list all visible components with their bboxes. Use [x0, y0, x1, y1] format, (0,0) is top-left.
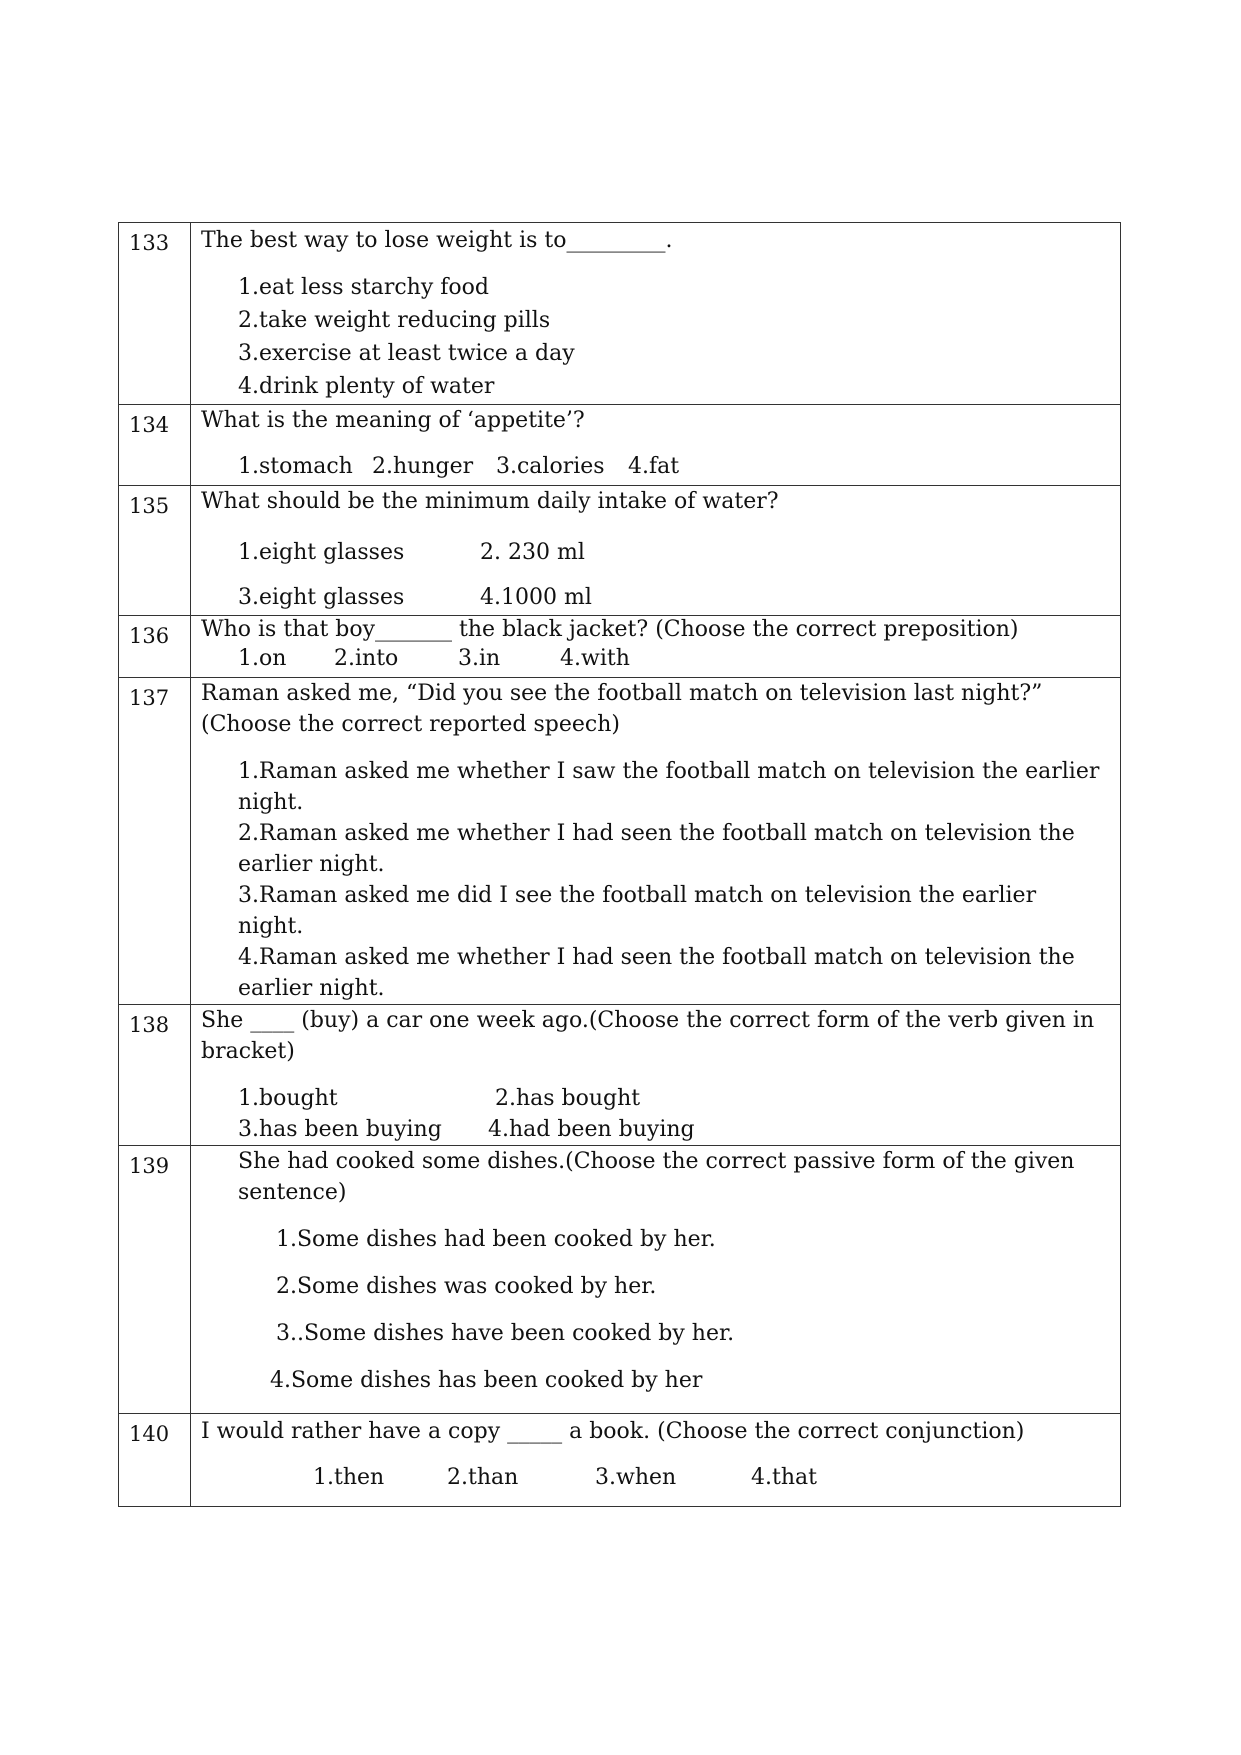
question-cell — [191, 1146, 1121, 1414]
option: 1.on — [238, 646, 287, 671]
option: 1.Raman asked me whether I saw the football match on television the earlier night. — [238, 759, 1107, 815]
option: 3.when — [595, 1465, 677, 1490]
option: 1.then — [313, 1465, 385, 1490]
question-stem: The best way to lose weight is to_________. — [201, 228, 673, 253]
option: 2.has bought — [495, 1086, 641, 1111]
question-row — [119, 1414, 1121, 1507]
option: 1.eat less starchy food — [238, 275, 489, 300]
option: 4.Raman asked me whether I had seen the football match on television the earlier night. — [238, 945, 1082, 1001]
option: 4.drink plenty of water — [238, 374, 495, 399]
question-cell — [191, 405, 1121, 486]
option: 4.Some dishes has been cooked by her — [270, 1368, 703, 1393]
option: 3.exercise at least twice a day — [238, 341, 575, 366]
question-cell — [191, 1005, 1121, 1146]
option: 2.take weight reducing pills — [238, 308, 551, 333]
question-row — [119, 678, 1121, 1005]
question-number: 134 — [119, 405, 191, 486]
question-row — [119, 486, 1121, 616]
option: 1.stomach — [238, 454, 353, 479]
question-row — [119, 616, 1121, 678]
question-row — [119, 1146, 1121, 1414]
question-number: 139 — [119, 1146, 191, 1414]
option: 2. 230 ml — [480, 540, 585, 565]
option: 3.Raman asked me did I see the football match on television the earlier night. — [238, 883, 1044, 939]
question-table — [118, 222, 1121, 1507]
question-cell — [191, 486, 1121, 616]
question-number: 137 — [119, 678, 191, 1005]
option: 4.that — [751, 1465, 817, 1490]
question-stem: She ____ (buy) a car one week ago.(Choose the correct form of the verb given in bracket) — [201, 1008, 1102, 1064]
question-stem: What is the meaning of ‘appetite’? — [201, 408, 585, 433]
question-row — [119, 405, 1121, 486]
question-cell — [191, 223, 1121, 405]
option: 4.had been buying — [488, 1117, 695, 1142]
question-stem: Who is that boy_______ the black jacket? (Choose the correct preposition) — [201, 617, 1019, 642]
option: 4.with — [560, 646, 630, 671]
question-stem: Raman asked me, “Did you see the football match on television last night?” (Choose the correct reported speech) — [201, 681, 1050, 737]
question-stem: What should be the minimum daily intake of water? — [201, 489, 779, 514]
option: 4.fat — [628, 454, 680, 479]
option: 3.in — [458, 646, 501, 671]
option: 3.has been buying — [238, 1117, 442, 1142]
option: 3.eight glasses — [238, 585, 405, 610]
option: 2.into — [334, 646, 399, 671]
question-number: 135 — [119, 486, 191, 616]
option: 3.calories — [496, 454, 605, 479]
question-number: 138 — [119, 1005, 191, 1146]
option: 1.eight glasses — [238, 540, 405, 565]
option: 1.bought — [238, 1086, 338, 1111]
option: 3..Some dishes have been cooked by her. — [276, 1321, 735, 1346]
question-row — [119, 223, 1121, 405]
question-number: 136 — [119, 616, 191, 678]
question-cell — [191, 616, 1121, 678]
question-number: 133 — [119, 223, 191, 405]
option: 1.Some dishes had been cooked by her. — [276, 1227, 716, 1252]
question-cell — [191, 678, 1121, 1005]
question-number: 140 — [119, 1414, 191, 1507]
option: 2.hunger — [372, 454, 474, 479]
option: 2.Some dishes was cooked by her. — [276, 1274, 657, 1299]
question-cell — [191, 1414, 1121, 1507]
question-stem: She had cooked some dishes.(Choose the correct passive form of the given sentence) — [238, 1149, 1082, 1205]
option: 2.Raman asked me whether I had seen the football match on television the earlier night. — [238, 821, 1082, 877]
question-stem: I would rather have a copy _____ a book. (Choose the correct conjunction) — [201, 1419, 1025, 1444]
question-row — [119, 1005, 1121, 1146]
option: 2.than — [447, 1465, 519, 1490]
option: 4.1000 ml — [480, 585, 592, 610]
